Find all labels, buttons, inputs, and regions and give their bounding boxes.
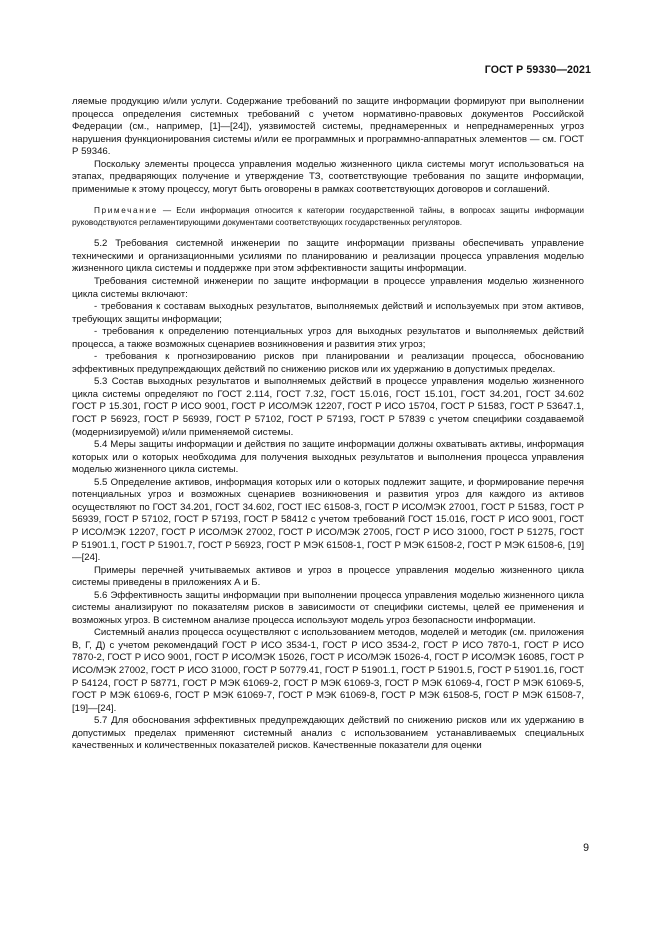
- document-body: [72, 96, 584, 753]
- paragraph: Требования системной инженерии по защите информации в процессе управления моделью жизненного цикла системы включают:: [72, 276, 584, 300]
- paragraph: ляемые продукцию и/или услуги. Содержание требований по защите информации формируют при выполнении процесса определения системных требований с учетом нормативно-правовых документов Российской Федерации (см., например, [1]—[24]), уязвимостей системы, преднамеренных и непреднамеренных угроз нарушения функционирования системы и/или ее программных и программно-аппаратных элементов — см. ГОСТ Р 59346.: [72, 96, 584, 158]
- paragraph: Поскольку элементы процесса управления моделью жизненного цикла системы могут использоваться на этапах, предваряющих получение и утверждение ТЗ, соответствующие требования по защите информации, применимые к этому процессу, могут быть оговорены в рамках соответствующих договоров и соглашений.: [72, 158, 584, 195]
- paragraph: 5.4 Меры защиты информации и действия по защите информации должны охватывать активы, информация которых или о которых необходима для получения выходных результатов и выполнения процесса управления моделью жизненного цикла системы.: [72, 439, 584, 476]
- list-item: - требования к составам выходных результатов, выполняемых действий и используемых при этом активов, требующих защиты информации;: [72, 301, 584, 325]
- list-item: - требования к определению потенциальных угроз для выходных результатов и выполняемых действий процесса, а также возможных сценариев возникновения и развития этих угроз;: [72, 326, 584, 350]
- paragraph: 5.5 Определение активов, информация которых или о которых подлежит защите, и формирование перечня потенциальных угроз и возможных сценариев возникновения и развития угроз для каждого из активов осуществляют по ГОСТ 34.201, ГОСТ 34.602, ГОСТ IEC 61508-3, ГОСТ Р ИСО/МЭК 27001, ГОСТ Р 51583, ГОСТ Р 56939, ГОСТ Р 57102, ГОСТ Р 57193, ГОСТ Р 58412 с учетом требований ГОСТ 15.016, ГОСТ Р ИСО 9001, ГОСТ Р ИСО/МЭК 12207, ГОСТ Р ИСО/МЭК 27002, ГОСТ Р ИСО/МЭК 27005, ГОСТ Р ИСО 31000, ГОСТ Р 51275, ГОСТ Р 51901.1, ГОСТ Р 51901.7, ГОСТ Р 56923, ГОСТ Р МЭК 61508-1, ГОСТ Р МЭК 61508-2, ГОСТ Р МЭК 61508-6, [19]—[24].: [72, 476, 584, 564]
- note: [72, 205, 584, 229]
- paragraph: 5.6 Эффективность защиты информации при выполнении процесса управления моделью жизненного цикла системы анализируют по показателям рисков в зависимости от специфики системы, целей ее применения и возможных угроз. В системном анализе процесса используют модель угроз безопасности информации.: [72, 589, 584, 626]
- list-item: - требования к прогнозированию рисков при планировании и реализации процесса, обоснованию эффективных предупреждающих действий по снижению рисков или их удержанию в допустимых пределах.: [72, 351, 584, 375]
- note-text: — Если информация относится к категории государственной тайны, в вопросах защиты информации руководствуются регламентирующими документами соответствующих государственных регуляторов.: [72, 206, 584, 228]
- paragraph: Примеры перечней учитываемых активов и угроз в процессе управления моделью жизненного цикла системы приведены в приложениях А и Б.: [72, 564, 584, 589]
- page-number: 9: [583, 842, 589, 854]
- paragraph: Системный анализ процесса осуществляют с использованием методов, моделей и методик (см. приложения В, Г, Д) с учетом рекомендаций ГОСТ Р ИСО 3534-1, ГОСТ Р ИСО 3534-2, ГОСТ Р ИСО 7870-1, ГОСТ Р ИСО 7870-2, ГОСТ Р ИСО 9001, ГОСТ Р ИСО/МЭК 15026, ГОСТ Р ИСО/МЭК 15026-4, ГОСТ Р ИСО/МЭК 16085, ГОСТ Р ИСО/МЭК 27002, ГОСТ Р ИСО 31000, ГОСТ Р 50779.41, ГОСТ Р 51901.1, ГОСТ Р 51901.5, ГОСТ Р 51901.16, ГОСТ Р 54124, ГОСТ Р 58771, ГОСТ Р МЭК 61069-2, ГОСТ Р МЭК 61069-3, ГОСТ Р МЭК 61069-4, ГОСТ Р МЭК 61069-5, ГОСТ Р МЭК 61069-6, ГОСТ Р МЭК 61069-7, ГОСТ Р МЭК 61069-8, ГОСТ Р МЭК 61508-5, ГОСТ Р МЭК 61508-7, [19]—[24].: [72, 627, 584, 714]
- paragraph: 5.3 Состав выходных результатов и выполняемых действий в процессе управления моделью жизненного цикла системы определяют по ГОСТ 2.114, ГОСТ 7.32, ГОСТ 15.016, ГОСТ 15.101, ГОСТ 34.201, ГОСТ 34.602 ГОСТ Р 15.301, ГОСТ Р ИСО 9001, ГОСТ Р ИСО/МЭК 12207, ГОСТ Р ИСО 15704, ГОСТ Р 51583, ГОСТ Р 53647.1, ГОСТ Р 56923, ГОСТ Р 56939, ГОСТ Р 57102, ГОСТ Р 57193, ГОСТ Р 57839 с учетом специфики создаваемой (модернизируемой) и/или применяемой системы.: [72, 376, 584, 438]
- document-header: ГОСТ Р 59330—2021: [484, 64, 591, 76]
- paragraph: 5.7 Для обоснования эффективных предупреждающих действий по снижению рисков или их удержанию в допустимых пределах применяют системный анализ с использованием устанавливаемых специальных качественных и количественных показателей рисков. Качественные показатели для оценки: [72, 715, 584, 752]
- paragraph: 5.2 Требования системной инженерии по защите информации призваны обеспечивать управление техническими и организационными усилиями по планированию и реализации процесса управления моделью жизненного цикла системы и поддержке при этом эффективности защиты информации.: [72, 238, 584, 275]
- note-label: Примечание: [94, 206, 158, 216]
